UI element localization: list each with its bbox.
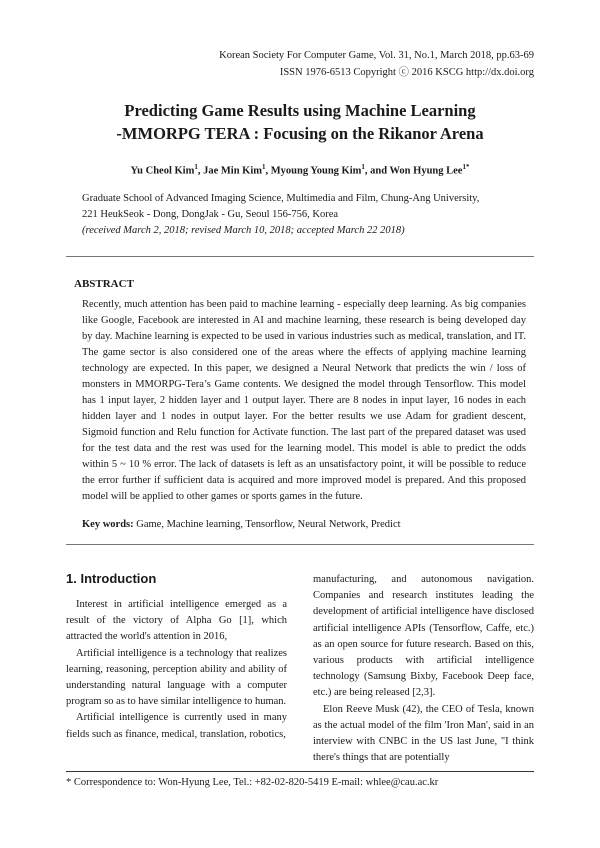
author-affiliation-mark: 1 <box>194 163 198 171</box>
affiliation-line1: Graduate School of Advanced Imaging Science, Multimedia and Film, Chung-Ang University, <box>82 193 480 204</box>
footnote-rule <box>66 771 534 772</box>
author-separator: , <box>265 165 271 177</box>
author-separator: , and <box>364 165 390 177</box>
author-affiliation-mark: 1 <box>262 163 266 171</box>
abstract-bottom-rule <box>66 544 534 545</box>
abstract-text: Recently, much attention has been paid to machine learning - especially deep learning. As big companies like Google, Facebook are interested in AI and machine learning, these research is being developed day by day. Machine learning is expected to be used in various industries such as medical, translation, and IT. The game sector is also considered one of the areas where the effects of applying machine learning technology are expected. In this paper, we designed a Neural Network that predicts the win / loss of monsters in MMORPG-Tera’s Game contents. We designed the model through Tensorflow. This model has 1 input layer, 2 hidden layer and 1 output layer. There are 8 nodes in input layer, 16 nodes in each hidden layer and 1 nodes in output layer. For the better results we use Adam for gradient descent, Sigmoid function and Relu function for Activate function. The last part of the prepared dataset was used for the test data and the rest was used for the learning model. This model is able to predict the odds within 5 ~ 10 % error. The lack of datasets is left as an unsatisfactory point, it will be possible to reduce the error further if sufficient data is acquired and more improved model is prepared. And this proposed model will be applied to other games or sports games in the future. <box>82 299 526 502</box>
journal-header-line2: ISSN 1976-6513 Copyright ⓒ 2016 KSCG http://dx.doi.org <box>279 67 534 78</box>
author-separator: , <box>197 165 204 177</box>
author-name: Won Hyung Lee <box>389 165 463 177</box>
submission-dates: (received March 2, 2018; revised March 10, 2018; accepted March 22 2018) <box>82 225 405 236</box>
abstract-heading: ABSTRACT <box>74 278 134 290</box>
correspondence-footnote: * Correspondence to: Won-Hyung Lee, Tel.: +82-02-820-5419 E-mail: whlee@cau.ac.kr <box>66 777 439 788</box>
author-name: Yu Cheol Kim <box>130 165 195 177</box>
abstract-top-rule <box>66 256 534 257</box>
paragraph-continuation: manufacturing, and autonomous navigation. Companies and research institutes leading the development of artificial intelligence have disclosed artificial intelligence APIs (Tensorflow, Caffe, etc.) as an open source for future research. Based on this, various products with artificial intelligence technology (Samsung Bixby, Facebook Deep face, etc.) are being released [2,3]. <box>313 574 534 699</box>
author-affiliation-mark: 1 <box>361 163 365 171</box>
journal-header-line1: Korean Society For Computer Game, Vol. 31, No.1, March 2018, pp.63-69 <box>219 50 534 61</box>
paper-title-line2: -MMORPG TERA : Focusing on the Rikanor Arena <box>116 124 484 143</box>
author-name: Myoung Young Kim <box>270 165 362 177</box>
paragraph: Artificial intelligence is currently used in many fields such as finance, medical, translation, robotics, <box>66 712 287 740</box>
keywords-label: Key words: <box>82 519 134 530</box>
left-column <box>66 597 287 743</box>
keywords-text: Game, Machine learning, Tensorflow, Neural Network, Predict <box>136 519 401 530</box>
keywords <box>82 519 401 530</box>
affiliation-line2: 221 HeukSeok - Dong, DongJak - Gu, Seoul 156-756, Korea <box>82 209 339 220</box>
author-affiliation-mark: 1* <box>462 163 470 171</box>
author-name: Jae Min Kim <box>203 165 262 177</box>
paragraph: Artificial intelligence is a technology that realizes learning, reasoning, perception ability and ability of understanding natural language with a computer program so as to have similar intelligence to human. <box>66 647 287 708</box>
section-heading: 1. Introduction <box>66 571 157 586</box>
paragraph: Elon Reeve Musk (42), the CEO of Tesla, known as the actual model of the film 'Iron Man', said in an interview with CNBC in the US last June, "I think there's things that are potentially <box>313 703 534 764</box>
paragraph: Interest in artificial intelligence emerged as a result of the victory of Alpha Go [1], which attracted the world's attention in 2016, <box>66 599 287 643</box>
right-column <box>313 572 534 766</box>
author-list <box>0 163 600 177</box>
paper-title-line1: Predicting Game Results using Machine Learning <box>124 101 476 120</box>
